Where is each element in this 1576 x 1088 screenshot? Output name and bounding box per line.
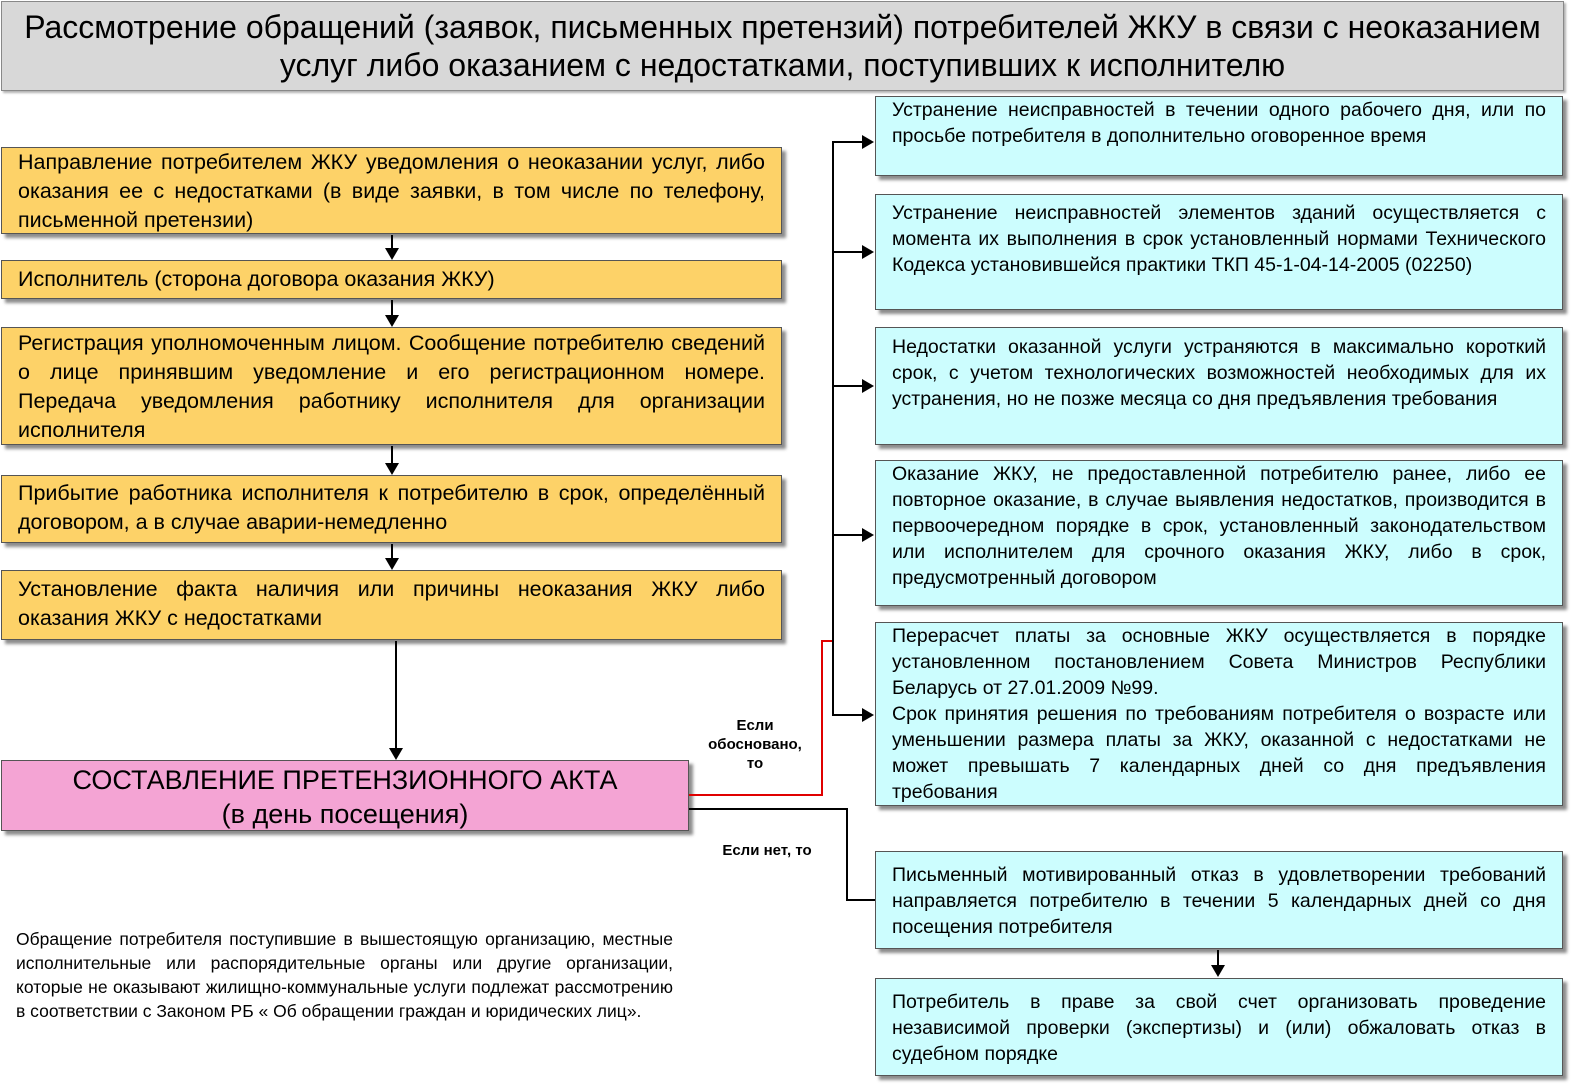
connector-line <box>832 385 862 387</box>
arrowhead-right <box>862 528 874 542</box>
refusal-branch-line <box>846 899 875 901</box>
arrowhead-down <box>385 558 399 570</box>
step-executor: Исполнитель (сторона договора оказания ЖКУ) <box>1 260 782 299</box>
label-if-not: Если нет, то <box>722 842 812 859</box>
connector-line <box>832 141 862 143</box>
outcome-refusal: Письменный мотивированный отказ в удовлетворении требований направляется потребителю в течении 5 календарных дней со дня посещения потребителя <box>875 851 1563 949</box>
claim-act-box <box>1 760 689 831</box>
recalc-procedure: Перерасчет платы за основные ЖКУ осуществляется в порядке установленном постановлением Совета Министров Республики Беларусь от 27.01.2009 №99. <box>892 625 1546 699</box>
connector-line <box>832 534 862 536</box>
outcome-bus-line <box>832 141 834 716</box>
outcome-recalculation <box>875 622 1563 806</box>
recalc-deadline: Срок принятия решения по требованиям потребителя о возрасте или уменьшении размера платы за ЖКУ, оказанной с недостатками не может превышать 7 календарных дней со дня предъявления требования <box>892 703 1546 803</box>
outcome-repeat-service: Оказание ЖКУ, не предоставленной потребителю ранее, либо ее повторное оказание, в случае выявления недостатков, производится в первоочередном порядке в срок, установленный законодательством или исполнителем для срочного оказания ЖКУ, либо в срок, предусмотренный договором <box>875 460 1563 606</box>
page-title: Рассмотрение обращений (заявок, письменных претензий) потребителей ЖКУ в связи с неоказанием услуг либо оказанием с недостатками, поступивших к исполнителю <box>1 1 1564 91</box>
arrowhead-down <box>385 315 399 327</box>
footnote-text: Обращение потребителя поступившие в вышестоящую организацию, местные исполнительные или распорядительные органы или другие организации, которые не оказывают жилищно-коммунальные услуги подлежат рассмотрению в соответствии с Законом РБ « Об обращении граждан и юридических лиц». <box>16 929 673 1021</box>
arrowhead-down <box>385 463 399 475</box>
claim-act-title: СОСТАВЛЕНИЕ ПРЕТЕНЗИОННОГО АКТА <box>72 765 618 795</box>
arrowhead-down <box>385 248 399 260</box>
step-notification: Направление потребителем ЖКУ уведомления о неоказании услуг, либо оказания ее с недостатками (в виде заявки, в том числе по телефону, письменной претензии) <box>1 147 782 234</box>
step-registration: Регистрация уполномоченным лицом. Сообщение потребителю сведений о лице принявшим уведомление и его регистрационном номере. Передача уведомления работнику исполнителя для организации исполнителя <box>1 327 782 445</box>
connector-line <box>832 251 862 253</box>
label-if-justified: Если обосновано, то <box>708 717 802 772</box>
outcome-fix-one-day: Устранение неисправностей в течении одного рабочего дня, или по просьбе потребителя в дополнительно оговоренное время <box>875 96 1563 176</box>
arrowhead-right <box>862 245 874 259</box>
connector-line <box>391 544 393 558</box>
arrowhead-right <box>862 379 874 393</box>
connector-line <box>395 641 397 748</box>
justified-branch-line <box>689 794 822 796</box>
justified-branch-line <box>821 640 823 796</box>
arrowhead-down <box>389 748 403 760</box>
arrowhead-right <box>862 708 874 722</box>
refusal-branch-line <box>846 808 848 901</box>
outcome-defects-fix: Недостатки оказанной услуги устраняются в максимально короткий срок, с учетом технологических возможностей необходимых для их устранения, но не позже месяца со дня предъявления требования <box>875 327 1563 445</box>
connector-line <box>391 446 393 463</box>
connector-line <box>391 300 393 315</box>
arrowhead-down <box>1211 965 1225 977</box>
arrowhead-right <box>862 135 874 149</box>
refusal-branch-line <box>689 808 848 810</box>
connector-line <box>391 235 393 249</box>
step-fact-establishment: Установление факта наличия или причины неоказания ЖКУ либо оказания ЖКУ с недостатками <box>1 570 782 640</box>
connector-line <box>832 714 862 716</box>
outcome-building-elements: Устранение неисправностей элементов зданий осуществляется с момента их выполнения в срок установленный нормами Технического Кодекса установившейся практики ТКП 45-1-04-14-2005 (02250) <box>875 194 1563 310</box>
connector-line <box>1217 950 1219 965</box>
outcome-appeal: Потребитель в праве за свой счет организовать проведение независимой проверки (экспертизы) и (или) обжаловать отказ в судебном порядке <box>875 978 1563 1076</box>
step-worker-arrival: Прибытие работника исполнителя к потребителю в срок, определённый договором, а в случае аварии-немедленно <box>1 475 782 543</box>
claim-act-subtitle: (в день посещения) <box>221 799 469 829</box>
